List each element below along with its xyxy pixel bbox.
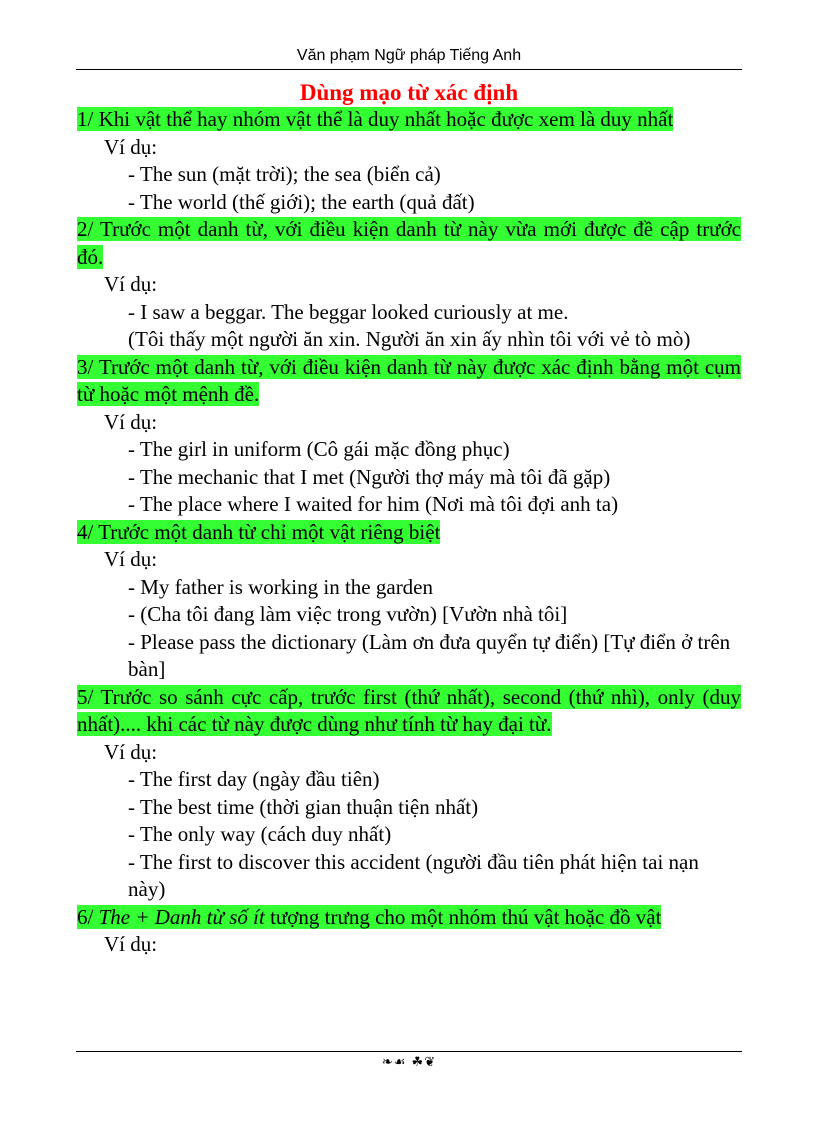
rule-heading-3 bbox=[77, 354, 741, 409]
rule-heading-2 bbox=[77, 216, 741, 271]
example-item: - The first to discover this accident (người đầu tiên phát hiện tai nạn này) bbox=[128, 849, 699, 901]
page-header-title: Văn phạm Ngữ pháp Tiếng Anh bbox=[296, 47, 522, 64]
example-item: - Please pass the dictionary (Làm ơn đưa quyển tự điển) [Tự điển ở trên bàn] bbox=[128, 629, 731, 681]
rule-heading-1-text: 1/ Khi vật thể hay nhóm vật thể là duy nhất hoặc được xem là duy nhất bbox=[77, 107, 674, 131]
example-item: - The world (thế giới); the earth (quả đất) bbox=[128, 189, 475, 214]
example-item: - The best time (thời gian thuận tiện nhất) bbox=[128, 794, 479, 819]
example-item: - My father is working in the garden bbox=[128, 574, 434, 599]
example-item: - The first day (ngày đầu tiên) bbox=[128, 767, 380, 791]
example-label: Ví dụ: bbox=[104, 134, 158, 159]
rule-heading-5 bbox=[77, 684, 741, 739]
rule-heading-6-text bbox=[77, 905, 661, 929]
example-label: Ví dụ: bbox=[104, 547, 158, 571]
example-label: Ví dụ: bbox=[104, 272, 158, 296]
footer-divider bbox=[76, 1051, 742, 1052]
rule-heading-2-text: 2/ Trước một danh từ, với điều kiện danh từ này vừa mới được đề cập trước đó. bbox=[77, 217, 741, 269]
footer-ornament-icon: ❧☙ ☘❦ bbox=[381, 1055, 437, 1070]
header-divider bbox=[76, 69, 742, 70]
rule-heading-6-italic: The + Danh từ số ít bbox=[98, 904, 265, 929]
rule-heading-4 bbox=[77, 519, 741, 547]
rule-heading-1 bbox=[77, 106, 741, 134]
example-item: - The place where I waited for him (Nơi mà tôi đợi anh ta) bbox=[128, 492, 619, 516]
rule-heading-6 bbox=[77, 904, 741, 932]
rule-heading-4-text: 4/ Trước một danh từ chỉ một vật riêng biệt bbox=[77, 519, 441, 544]
document-body bbox=[77, 79, 741, 959]
section-title: Dùng mạo từ xác định bbox=[299, 80, 519, 105]
example-item: - The sun (mặt trời); the sea (biển cả) bbox=[128, 162, 441, 186]
example-item: - The only way (cách duy nhất) bbox=[128, 822, 392, 846]
example-label: Ví dụ: bbox=[104, 409, 158, 434]
example-item: - The mechanic that I met (Người thợ máy mà tôi đã gặp) bbox=[128, 464, 611, 489]
rule-heading-6-suffix: tượng trưng cho một nhóm thú vật hoặc đồ vật bbox=[264, 904, 662, 929]
example-item: - I saw a beggar. The beggar looked curiously at me. bbox=[128, 299, 569, 324]
rule-heading-5-text: 5/ Trước so sánh cực cấp, trước first (thứ nhất), second (thứ nhì), only (duy nhất).... khi các từ này được dùng như tính từ hay đại từ. bbox=[77, 684, 741, 736]
rule-heading-3-text: 3/ Trước một danh từ, với điều kiện danh từ này được xác định bằng một cụm từ hoặc một mệnh đề. bbox=[77, 354, 741, 406]
rule-heading-6-prefix: 6/ bbox=[77, 904, 99, 929]
example-translation: (Tôi thấy một người ăn xin. Người ăn xin ấy nhìn tôi với vẻ tò mò) bbox=[128, 327, 691, 351]
example-label: Ví dụ: bbox=[104, 739, 158, 764]
example-item: - The girl in uniform (Cô gái mặc đồng phục) bbox=[128, 437, 510, 461]
example-label: Ví dụ: bbox=[104, 932, 158, 956]
example-item: - (Cha tôi đang làm việc trong vườn) [Vườn nhà tôi] bbox=[128, 602, 568, 626]
